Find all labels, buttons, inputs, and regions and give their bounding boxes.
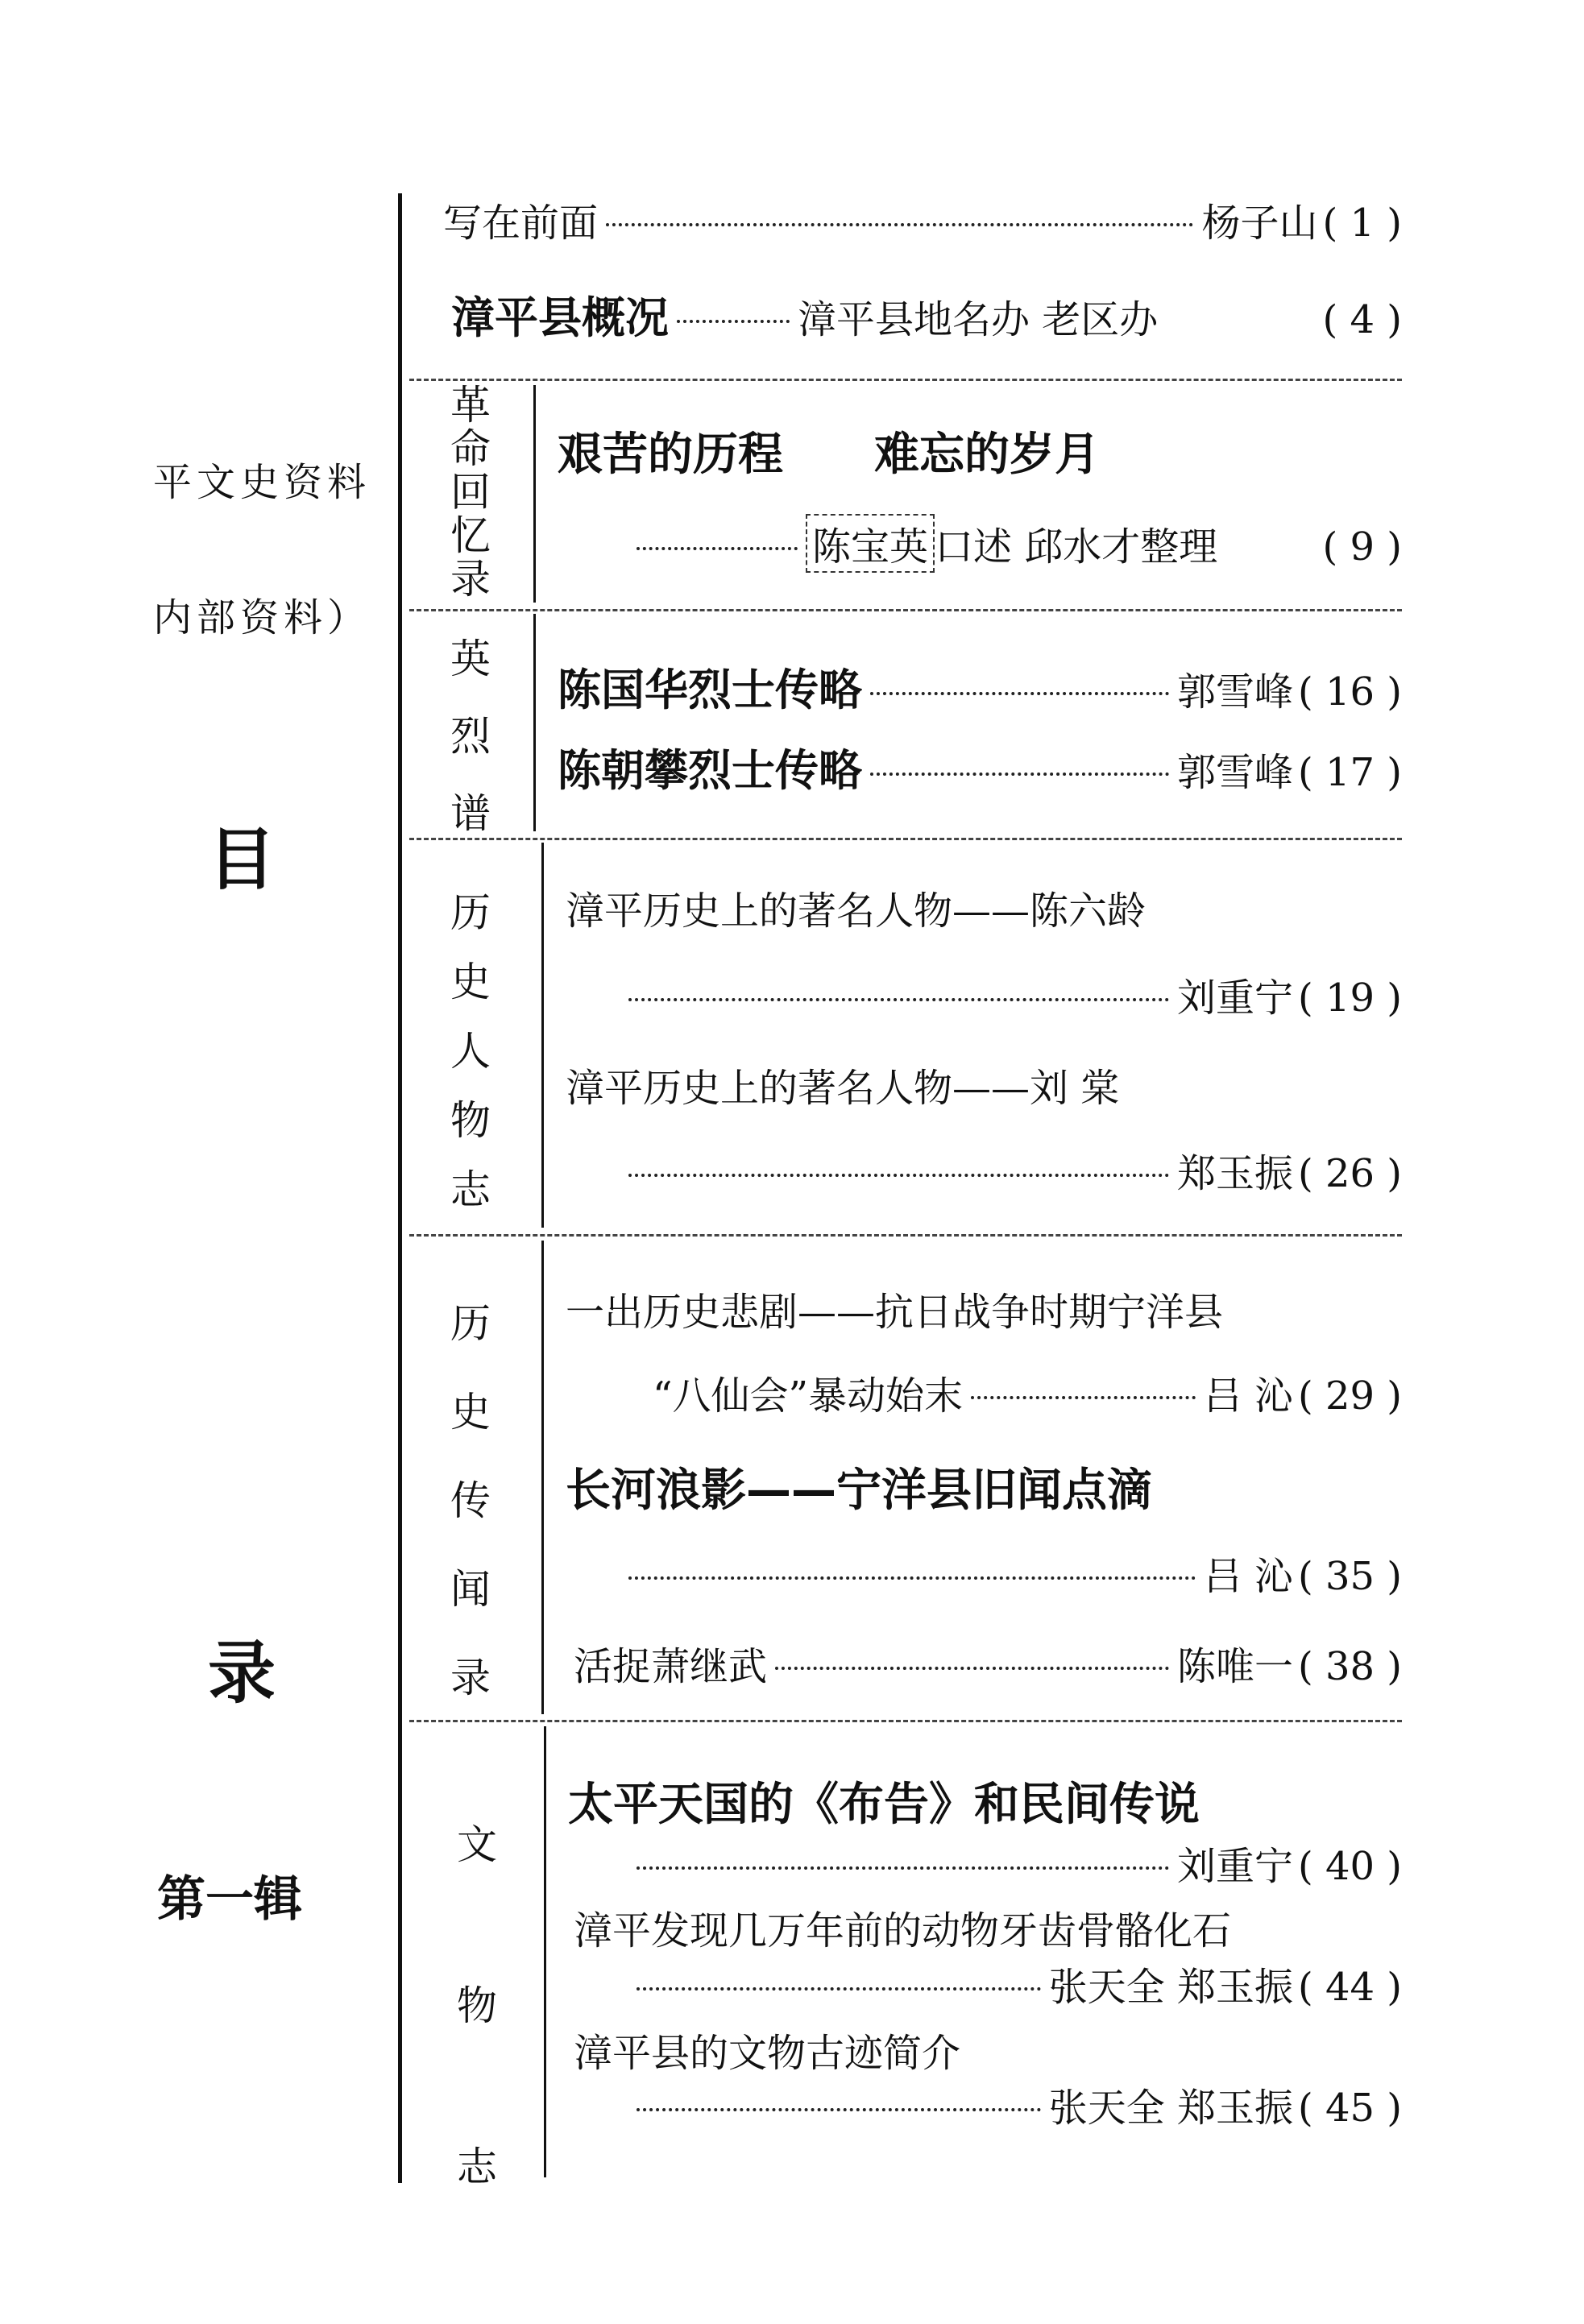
entry-page: ( 35 )	[1297, 1554, 1402, 1599]
entry-author: 郑玉振	[1176, 1151, 1293, 1196]
entry-title[interactable]: 漳平县的文物古迹简介	[574, 2031, 961, 2076]
toc-entry-figures-2-author-line[interactable]	[628, 1142, 1402, 1198]
leader-dots	[637, 1866, 1169, 1870]
entry-title-part-b[interactable]: 难忘的岁月	[874, 429, 1100, 481]
section-vertical-rule	[533, 385, 536, 603]
entry-author: 吕 沁	[1203, 1554, 1293, 1599]
entry-title[interactable]: 漳平历史上的著名人物——刘 棠	[566, 1066, 1120, 1111]
entry-author: 陈唯一	[1176, 1644, 1293, 1689]
leader-dots	[628, 998, 1169, 1001]
entry-author: 刘重宁	[1176, 1844, 1293, 1889]
entry-title: 活捉萧继武	[574, 1644, 768, 1689]
leader-dots	[870, 773, 1169, 776]
leader-dots	[628, 1576, 1196, 1580]
entry-page: ( 19 )	[1297, 976, 1402, 1021]
toc-entry-overview[interactable]	[451, 284, 1402, 346]
entry-title: 陈国华烈士传略	[558, 665, 862, 715]
category-cultural-relics: 文 物 志	[457, 1821, 497, 2190]
toc-entry-figures-1-author-line[interactable]	[628, 967, 1402, 1022]
section-vertical-rule	[533, 614, 536, 831]
entry-author: 张天全 郑玉振	[1048, 2086, 1293, 2131]
entry-author-boxed: 陈宝英	[806, 514, 935, 573]
entry-title[interactable]: 一出历史悲剧——抗日战争时期宁洋县	[566, 1290, 1224, 1335]
leader-dots	[637, 1987, 1041, 1991]
entry-author: 吕 沁	[1203, 1373, 1293, 1419]
entry-page: ( 16 )	[1297, 669, 1402, 715]
entry-page: ( 4 )	[1322, 297, 1402, 342]
toc-entry-anecdote-3[interactable]	[574, 1635, 1402, 1691]
toc-entry-anecdote-1-cont[interactable]	[653, 1365, 1402, 1420]
entry-title[interactable]: 太平天国的《布告》和民间传说	[568, 1779, 1200, 1831]
entry-page: ( 40 )	[1297, 1844, 1402, 1889]
entry-title[interactable]: 漳平历史上的著名人物——陈六龄	[566, 889, 1147, 934]
category-historical-anecdotes: 历 史 传 闻 录	[450, 1300, 491, 1701]
entry-title: 漳平县概况	[451, 292, 669, 343]
entry-title-part-a[interactable]: 艰苦的历程	[558, 429, 783, 481]
toc-entry-relics-1-author-line[interactable]	[637, 1835, 1402, 1891]
entry-page: ( 9 )	[1322, 524, 1402, 570]
leader-dots	[677, 320, 790, 323]
entry-page: ( 44 )	[1297, 1965, 1402, 2010]
volume-label: 第一辑	[157, 1871, 302, 1928]
section-vertical-rule	[541, 1241, 544, 1714]
entry-page: ( 17 )	[1297, 750, 1402, 795]
toc-entry-relics-2-author-line[interactable]	[637, 1956, 1402, 2011]
entry-title: 写在前面	[443, 201, 599, 246]
toc-entry-relics-3-author-line[interactable]	[637, 2077, 1402, 2132]
toc-entry-preface[interactable]	[443, 192, 1402, 247]
leader-dots	[637, 547, 798, 550]
entry-page: ( 38 )	[1297, 1644, 1402, 1689]
entry-author: 郭雪峰	[1176, 750, 1293, 795]
leader-dots	[637, 2108, 1041, 2111]
leader-dots	[870, 692, 1169, 695]
category-historical-figures: 历 史 人 物 志	[450, 889, 491, 1213]
entry-title[interactable]: 长河浪影——宁洋县旧闻点滴	[566, 1464, 1152, 1517]
section-divider	[409, 838, 1402, 840]
entry-page: ( 1 )	[1322, 201, 1402, 246]
entry-author: 漳平县地名办 老区办	[798, 297, 1159, 342]
category-revolution-memoir: 革 命 回 忆 录	[450, 382, 491, 603]
toc-heading-char-1: 目	[208, 819, 276, 899]
entry-title: 陈朝攀烈士传略	[558, 745, 862, 796]
main-vertical-rule	[398, 193, 402, 2183]
entry-title[interactable]: 漳平发现几万年前的动物牙齿骨骼化石	[574, 1908, 1232, 1953]
entry-author: 刘重宁	[1176, 976, 1293, 1021]
section-divider	[409, 1234, 1402, 1237]
category-martyrs: 英 烈 谱	[450, 636, 491, 837]
entry-page: ( 29 )	[1297, 1373, 1402, 1419]
leader-dots	[606, 223, 1193, 226]
toc-entry-martyr-1[interactable]	[558, 656, 1402, 718]
section-divider	[409, 379, 1402, 381]
entry-author: 口述 邱水才整理	[935, 524, 1218, 570]
entry-author: 张天全 郑玉振	[1048, 1965, 1293, 2010]
internal-note: 内部资料）	[153, 595, 371, 640]
section-vertical-rule	[541, 843, 544, 1228]
toc-entry-revolution-1-author-line[interactable]	[628, 514, 1402, 573]
entry-page: ( 26 )	[1297, 1151, 1402, 1196]
section-vertical-rule	[544, 1726, 546, 2177]
leader-dots	[971, 1396, 1196, 1399]
entry-title-continued: “八仙会”暴动始末	[653, 1373, 964, 1419]
toc-entry-martyr-2[interactable]	[558, 736, 1402, 798]
entry-page: ( 45 )	[1297, 2086, 1402, 2131]
series-title: 平文史资料	[153, 460, 371, 505]
leader-dots	[628, 1174, 1169, 1177]
section-divider	[409, 1720, 1402, 1722]
toc-entry-anecdote-2-author-line[interactable]	[628, 1545, 1402, 1601]
leader-dots	[775, 1667, 1169, 1670]
entry-author: 郭雪峰	[1176, 669, 1293, 715]
section-divider	[409, 609, 1402, 611]
entry-author: 杨子山	[1201, 201, 1318, 246]
toc-heading-char-2: 录	[208, 1633, 276, 1713]
